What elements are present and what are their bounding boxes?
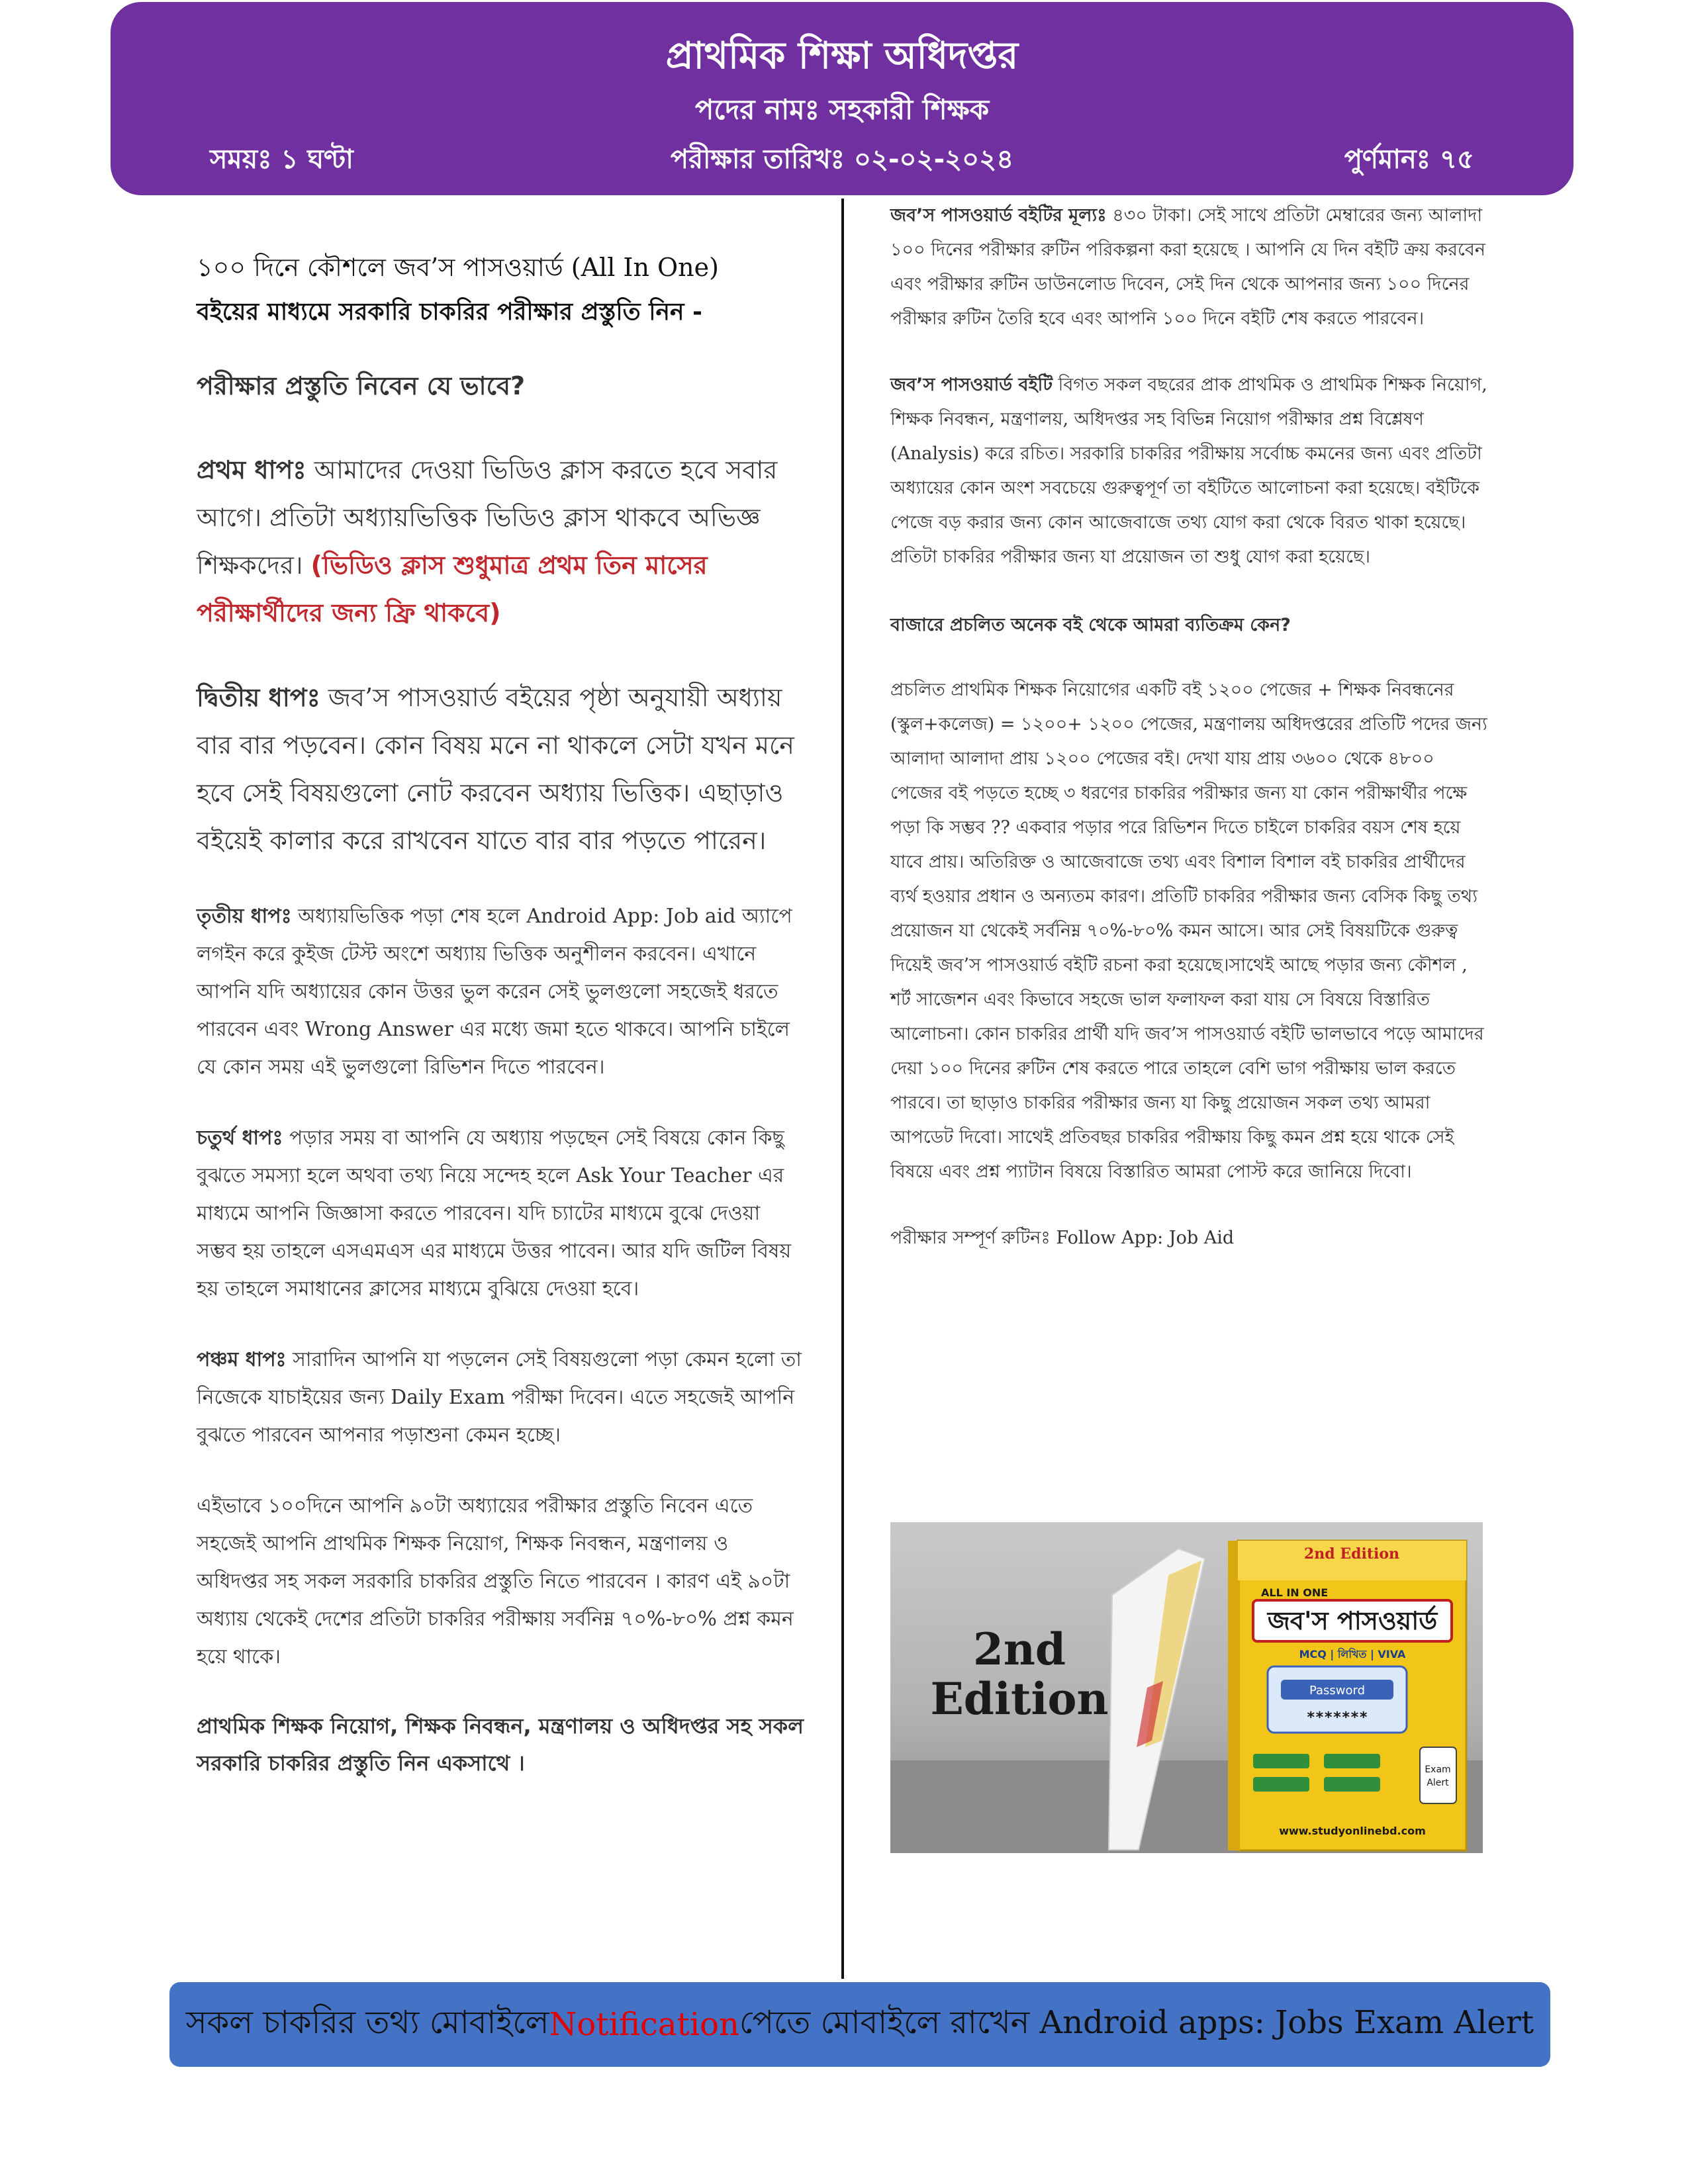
prep-heading: পরীক্ষার প্রস্তুতি নিবেন যে ভাবে? [197, 371, 526, 400]
price-text: ৪৩০ টাকা। সেই সাথে প্রতিটা মেম্বারের জন্য আলাদা ১০০ দিনের পরীক্ষার রুটিন পরিকল্পনা করা হয়েছে । আপনি যে দিন বইটি ক্রয় করবেন এবং পরীক্ষার রুটিন ডাউনলোড দিবেন, সেই দিন থেকে আপনার জন্য ১০০ দিনের পরীক্ষার রুটিন তৈরি হবে এবং আপনি ১০০ দিনে বইটি শেষ করতে পারবেন। [890, 205, 1485, 329]
step-5-paragraph [197, 1341, 806, 1454]
edition-line-1: 2nd [972, 1623, 1066, 1675]
header-banner [111, 2, 1573, 195]
password-label: Password [1309, 1684, 1366, 1698]
book-cover-image [890, 1522, 1483, 1853]
column-divider [841, 199, 844, 1979]
summary-paragraph: এইভাবে ১০০দিনে আপনি ৯০টা অধ্যায়ের পরীক্ষার প্রস্তুতি নিবেন এতে সহজেই আপনি প্রাথমিক শিক্ষক নিয়োগ, শিক্ষক নিবন্ধন, মন্ত্রণালয় ও অধিদপ্তর সহ সকল সরকারি চাকরির প্রস্তুতি নিতে পারবেন । কারণ এই ৯০টা অধ্যায় থেকেই দেশের প্রতিটা চাকরির পরীক্ষায় সর্বনিম্ন ৭০%-৮০% প্রশ্ন কমন হয়ে থাকে। [197, 1494, 794, 1668]
step-5-text: সারাদিন আপনি যা পড়লেন সেই বিষয়গুলো পড়া কেমন হলো তা নিজেকে যাচাইয়ের জন্য Daily Exam পরীক্ষা দিবেন। এতে সহজেই আপনি বুঝতে পারবেন আপনার পড়াশুনা কেমন হচ্ছে। [197, 1348, 802, 1447]
footer-text-part-1: সকল চাকরির তথ্য মোবাইলে [185, 2003, 549, 2041]
step-2-text: জব’স পাসওয়ার্ড বইয়ের পৃষ্ঠা অনুযায়ী অধ্যায় বার বার পড়বেন। কোন বিষয় মনে না থাকলে সেটা যখন মনে হবে সেই বিষয়গুলো নোট করবেন অধ্যায় ভিত্তিক। এছাড়াও বইয়েই কালার করে রাখবেন যাতে বার বার পড়তে পারেন। [197, 683, 794, 855]
book-label: জব’স পাসওয়ার্ড বইটি [890, 375, 1053, 395]
why-different-paragraph: প্রচলিত প্রাথমিক শিক্ষক নিয়োগের একটি বই ১২০০ পেজের + শিক্ষক নিবন্ধনের (স্কুল+কলেজ) = ১২০০+ ১২০০ পেজের, মন্ত্রণালয় অধিদপ্তরের প্রতিটি পদের জন্য আলাদা আলাদা প্রায় ১২০০ পেজের বই। দেখা যায় প্রায় ৩৬০০ থেকে ৪৮০০ পেজের বই পড়তে হচ্ছে ৩ ধরণের চাকরির পরীক্ষার জন্য যা কোন পরীক্ষার্থীর পক্ষে পড়া কি সম্ভব ?? একবার পড়ার পরে রিভিশন দিতে চাইলে চাকরির বয়স শেষ হয়ে যাবে প্রায়। অতিরিক্ত ও আজেবাজে তথ্য এবং বিশাল বিশাল বই চাকরির প্রার্থীদের ব্যর্থ হওয়ার প্রধান ও অন্যতম কারণ। প্রতিটি চাকরির পরীক্ষার জন্য বেসিক কিছু তথ্য প্রয়োজন যা থেকেই সর্বনিম্ন ৭০%-৮০% কমন আসে। আর সেই বিষয়টিকে গুরুত্ব দিয়েই জব’স পাসওয়ার্ড বইটি রচনা করা হয়েছে।সাথেই আছে পড়ার জন্য কৌশল , শর্ট সাজেশন এবং কিভাবে সহজে ভাল ফলাফল করা যায় সে বিষয়ে বিস্তারিত আলোচনা। কোন চাকরির প্রার্থী যদি জব’স পাসওয়ার্ড বইটি ভালভাবে পড়ে আমাদের দেয়া ১০০ দিনের রুটিন শেষ করতে পারে তাহলে বেশি ভাগ পরীক্ষায় ভাল করতে পারবে। তা ছাড়াও চাকরির পরীক্ষার জন্য যা কিছু প্রয়োজন সকল তথ্য আমরা আপডেট দিবো। সাথেই প্রতিবছর চাকরির পরীক্ষায় কিছু কমন প্রশ্ন হয়ে থাকে সেই বিষয়ে এবং প্রশ্ন প্যাটান বিষয়ে বিস্তারিত আমরা পোস্ট করে জানিয়ে দিবো। [890, 680, 1487, 1182]
routine-paragraph: পরীক্ষার সম্পূর্ণ রুটিনঃ Follow App: Job Aid [890, 1228, 1235, 1248]
step-1-red-note: (ভিডিও ক্লাস শুধুমাত্র প্রথম তিন মাসের পরীক্ষার্থীদের জন্য ফ্রি থাকবে) [197, 551, 708, 627]
cover-url: www.studyonlinebd.com [1279, 1825, 1426, 1837]
step-3-label: তৃতীয় ধাপঃ [197, 905, 292, 928]
post-name: পদের নামঃ সহকারী শিক্ষক [694, 93, 990, 126]
intro-text [197, 245, 806, 335]
cover-title: জব'স পাসওয়ার্ড [1267, 1606, 1438, 1635]
step-1-paragraph [197, 446, 806, 637]
exam-date: পরীক্ষার তারিখঃ ০২-০২-২০২৪ [670, 144, 1014, 175]
edition-line-2: Edition [930, 1673, 1109, 1725]
intro-line-2: বইয়ের মাধ্যমে সরকারি চাকরির পরীক্ষার প্রস্তুতি নিন - [197, 298, 702, 326]
price-label: জব’স পাসওয়ার্ড বইটির মূল্যঃ [890, 205, 1107, 226]
cover-tag-1 [1253, 1754, 1309, 1768]
book-description-paragraph [890, 368, 1489, 574]
price-paragraph [890, 199, 1489, 336]
book-illustration [890, 1522, 1483, 1853]
book-text: বিগত সকল বছরের প্রাক প্রাথমিক ও প্রাথমিক শিক্ষক নিয়োগ, শিক্ষক নিবন্ধন, মন্ত্রণালয়, অধিদপ্তর সহ বিভিন্ন নিয়োগ পরীক্ষার প্রশ্ন বিশ্লেষণ (Analysis) করে রচিত। সরকারি চাকরির পরীক্ষায় সর্বোচ্চ কমনের জন্য এবং প্রতিটা অধ্যায়ের কোন অংশ সবচেয়ে গুরুত্বপূর্ণ তা বইটিতে আলোচনা করা হয়েছে। বইটিকে পেজে বড় করার জন্য কোন আজেবাজে তথ্য যোগ করা থেকে বিরত থাকা হয়েছে। প্রতিটা চাকরির পরীক্ষার জন্য যা প্রয়োজন তা শুধু যোগ করা হয়েছে। [890, 375, 1487, 567]
intro-line-1: ১০০ দিনে কৌশলে জব’স পাসওয়ার্ড (All In One) [197, 253, 719, 282]
cover-tag-2 [1324, 1754, 1380, 1768]
department-title: প্রাথমিক শিক্ষা অধিদপ্তর [665, 34, 1019, 77]
step-3-paragraph [197, 897, 806, 1086]
why-different-heading: বাজারে প্রচলিত অনেক বই থেকে আমরা ব্যতিক্রম কেন? [890, 615, 1291, 635]
footer-notification-word: Notification [549, 2006, 739, 2043]
step-4-text: পড়ার সময় বা আপনি যে অধ্যায় পড়ছেন সেই বিষয়ে কোন কিছু বুঝতে সমস্যা হলে অথবা তথ্য নিয়ে সন্দেহ হলে Ask Your Teacher এর মাধ্যমে আপনি জিজ্ঞাসা করতে পারবেন। যদি চ্যাটের মাধ্যমে বুঝে দেওয়া সম্ভব হয় তাহলে এসএমএস এর মাধ্যমে উত্তর পাবেন। আর যদি জটিল বিষয় হয় তাহলে সমাধানের ক্লাসের মাধ্যমে বুঝিয়ে দেওয়া হবে। [197, 1126, 792, 1300]
exam-duration: সময়ঃ ১ ঘণ্টা [210, 144, 353, 175]
book-spine [1228, 1541, 1240, 1850]
phone-alert-text: Alert [1427, 1778, 1449, 1788]
phone-exam-text: Exam [1425, 1764, 1451, 1775]
footer-text-part-2: পেতে মোবাইলে রাখেন Android apps: Jobs Exam Alert [739, 2003, 1534, 2041]
closing-bold-text: প্রাথমিক শিক্ষক নিয়োগ, শিক্ষক নিবন্ধন, মন্ত্রণালয় ও অধিদপ্তর সহ সকল সরকারি চাকরির প্রস্তুতি নিন একসাথে । [197, 1713, 804, 1776]
footer-banner [169, 1982, 1550, 2067]
left-column [197, 245, 806, 1782]
cover-subtitle: MCQ | লিখিত | VIVA [1299, 1648, 1406, 1661]
step-5-label: পঞ্চম ধাপঃ [197, 1348, 287, 1371]
step-4-paragraph [197, 1119, 806, 1308]
password-stars: ******* [1306, 1709, 1368, 1726]
cover-all-in-one: ALL IN ONE [1261, 1586, 1329, 1599]
step-2-paragraph [197, 674, 806, 864]
step-2-label: দ্বিতীয় ধাপঃ [197, 683, 320, 712]
full-marks: পুর্ণমানঃ ৭৫ [1344, 144, 1474, 175]
step-3-text: অধ্যায়ভিত্তিক পড়া শেষ হলে Android App: Job aid অ্যাপে লগইন করে কুইজ টেস্ট অংশে অধ্যায় ভিত্তিক অনুশীলন করবেন। এখানে আপনি যদি অধ্যায়ের কোন উত্তর ভুল করেন সেই ভুলগুলো সহজেই ধরতে পারবেন এবং Wrong Answer এর মধ্যে জমা হতে থাকবে। আপনি চাইলে যে কোন সময় এই ভুলগুলো রিভিশন দিতে পারবেন। [197, 905, 792, 1079]
step-1-text: আমাদের দেওয়া ভিডিও ক্লাস করতে হবে সবার আগে। প্রতিটা অধ্যায়ভিত্তিক ভিডিও ক্লাস থাকবে অভিজ্ঞ শিক্ষকদের। [197, 455, 778, 580]
cover-tag-3 [1253, 1777, 1309, 1792]
step-1-label: প্রথম ধাপঃ [197, 455, 306, 484]
cover-tag-4 [1324, 1777, 1380, 1792]
exam-alert-phone [1420, 1747, 1456, 1803]
step-4-label: চতুর্থ ধাপঃ [197, 1126, 283, 1150]
cover-edition-text: 2nd Edition [1303, 1545, 1400, 1563]
right-column [890, 199, 1489, 1255]
